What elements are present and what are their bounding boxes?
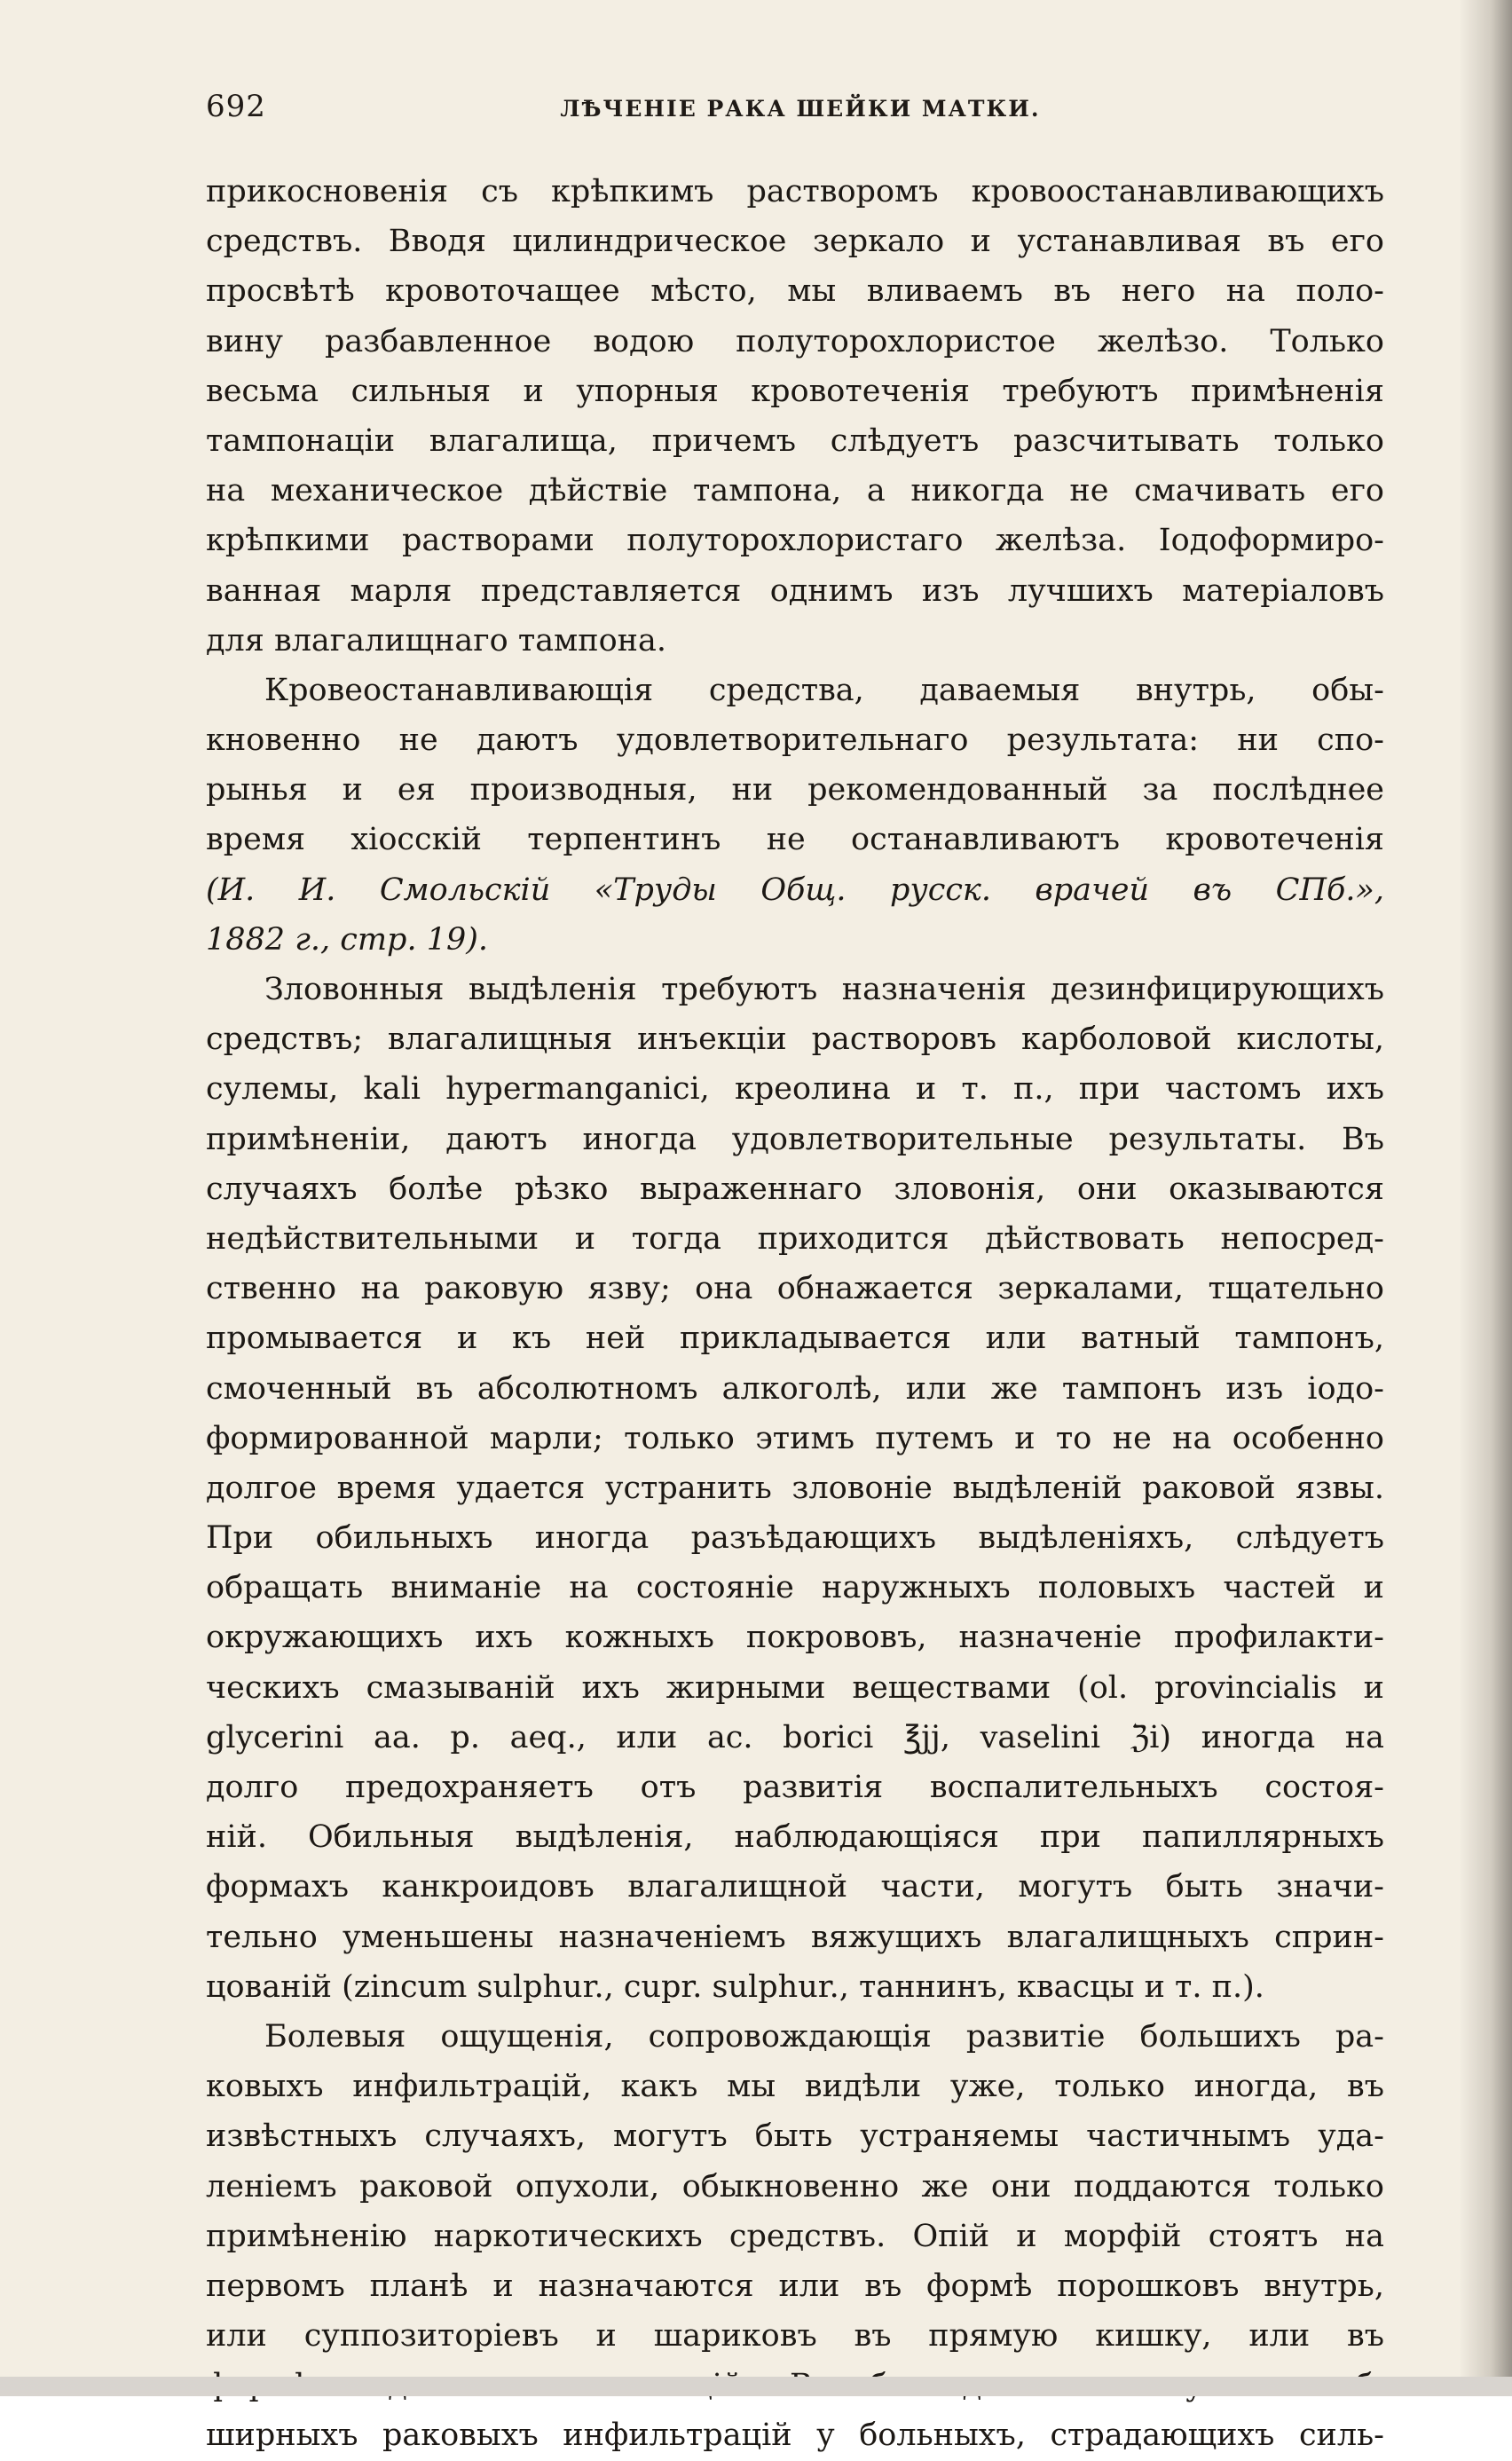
text-line: смоченный въ абсолютномъ алкоголѣ, или же тампонъ изъ іодо- xyxy=(206,1370,1384,1407)
binding-shadow xyxy=(1459,0,1512,2396)
text-line: тампонаціи влагалища, причемъ слѣдуетъ разсчитывать только xyxy=(206,422,1384,459)
paragraph-2 xyxy=(206,666,1384,965)
text-line: долгое время удается устранить зловоніе выдѣленій раковой язвы. xyxy=(206,1470,1384,1506)
text-line: весьма сильныя и упорныя кровотеченія требуютъ примѣненія xyxy=(206,373,1384,409)
text-line: примѣненіи, даютъ иногда удовлетворительные результаты. Въ xyxy=(206,1121,1384,1157)
text-line: примѣненію наркотическихъ средствъ. Опій и морфій стоятъ на xyxy=(206,2218,1384,2254)
text-line: окружающихъ ихъ кожныхъ покрововъ, назначеніе профилакти- xyxy=(206,1620,1384,1656)
text-line: ванная марля представляется однимъ изъ лучшихъ матеріаловъ xyxy=(206,572,1384,609)
text-line: крѣпкими растворами полуторохлористаго желѣза. Іодоформиро- xyxy=(206,523,1384,559)
text-line: glycerini aa. p. aeq., или ac. borici ℥jj, vaselini ℨi) иногда на xyxy=(206,1719,1384,1755)
page-number: 692 xyxy=(206,89,266,124)
text-line: ній. Обильныя выдѣленія, наблюдающіяся при папиллярныхъ xyxy=(206,1819,1384,1856)
text-line: ческихъ смазываній ихъ жирными веществами (ol. provincialis и xyxy=(206,1669,1384,1706)
text-line: формированной марли; только этимъ путемъ и то не на особенно xyxy=(206,1420,1384,1456)
text-line: Болевыя ощущенія, сопровождающія развитіе большихъ ра- xyxy=(264,2018,1384,2055)
text-line: недѣйствительными и тогда приходится дѣйствовать непосред- xyxy=(206,1220,1384,1257)
citation-line: (И. И. Смольскій «Труды Общ. русск. врачей въ СПб.», xyxy=(206,872,1384,908)
text-line: средствъ. Вводя цилиндрическое зеркало и устанавливая въ его xyxy=(206,224,1384,260)
text-line: Зловонныя выдѣленія требуютъ назначенія дезинфицирующихъ xyxy=(264,972,1384,1007)
text-line: формахъ канкроидовъ влагалищной части, могутъ быть значи- xyxy=(206,1869,1384,1905)
text-line: Кровеостанавливающія средства, даваемыя внутрь, обы- xyxy=(264,672,1384,708)
text-line: обращать вниманіе на состояніе наружныхъ половыхъ частей и xyxy=(206,1570,1384,1606)
text-line: промывается и къ ней прикладывается или ватный тампонъ, xyxy=(206,1321,1384,1357)
text-line: извѣстныхъ случаяхъ, могутъ быть устраняемы частичнымъ уда- xyxy=(206,2118,1384,2155)
text-line: рынья и ея производныя, ни рекомендованный за послѣднее xyxy=(206,772,1384,809)
body-text xyxy=(206,167,1384,2461)
text-line: сулемы, kali hypermanganici, креолина и т. п., при частомъ ихъ xyxy=(206,1071,1384,1108)
text-line: цованій (zincum sulphur., cupr. sulphur., таннинъ, квасцы и т. п.). xyxy=(206,1968,1264,2005)
scan-bottom-edge xyxy=(0,2377,1512,2396)
text-line: вину разбавленное водою полуторохлористое желѣзо. Только xyxy=(206,323,1384,359)
paragraph-1 xyxy=(206,167,1384,666)
text-line: первомъ планѣ и назначаются или въ формѣ порошковъ внутрь, xyxy=(206,2268,1384,2304)
text-line: долго предохраняетъ отъ развитія воспалительныхъ состоя- xyxy=(206,1770,1384,1805)
text-line: ственно на раковую язву; она обнажается зеркалами, тщательно xyxy=(206,1271,1384,1307)
text-line: кновенно не даютъ удовлетворительнаго результата: ни спо- xyxy=(206,722,1384,759)
text-line: ширныхъ раковыхъ инфильтрацій у больныхъ, страдающихъ силь- xyxy=(206,2418,1384,2454)
text-line: средствъ; влагалищныя инъекціи растворовъ карболовой кислоты, xyxy=(206,1021,1384,1058)
text-line: прикосновенія съ крѣпкимъ растворомъ кровоостанавливающихъ xyxy=(206,174,1384,209)
text-line: на механическое дѣйствіе тампона, а никогда не смачивать его xyxy=(206,473,1384,509)
paragraph-3 xyxy=(206,965,1384,2012)
text-line: тельно уменьшены назначеніемъ вяжущихъ влагалищныхъ сприн- xyxy=(206,1919,1384,1955)
text-line: ковыхъ инфильтрацій, какъ мы видѣли уже, только иногда, въ xyxy=(206,2069,1384,2105)
text-line: для влагалищнаго тампона. xyxy=(206,622,667,659)
citation-line: 1882 г., стр. 19). xyxy=(206,921,489,958)
text-line: время хіосскій терпентинъ не останавливаютъ кровотеченія xyxy=(206,822,1384,858)
text-line: случаяхъ болѣе рѣзко выраженнаго зловонія, они оказываются xyxy=(206,1171,1384,1207)
page-header xyxy=(206,89,1395,131)
text-line: леніемъ раковой опухоли, обыкновенно же они поддаются только xyxy=(206,2168,1384,2205)
text-line: При обильныхъ иногда разъѣдающихъ выдѣленіяхъ, слѣдуетъ xyxy=(206,1520,1384,1557)
running-title: ЛѢЧЕНІЕ РАКА ШЕЙКИ МАТКИ. xyxy=(560,96,1041,122)
text-line: или суппозиторіевъ и шариковъ въ прямую кишку, или въ xyxy=(206,2318,1384,2355)
text-line: просвѣтѣ кровоточащее мѣсто, мы вливаемъ въ него на поло- xyxy=(206,273,1384,310)
